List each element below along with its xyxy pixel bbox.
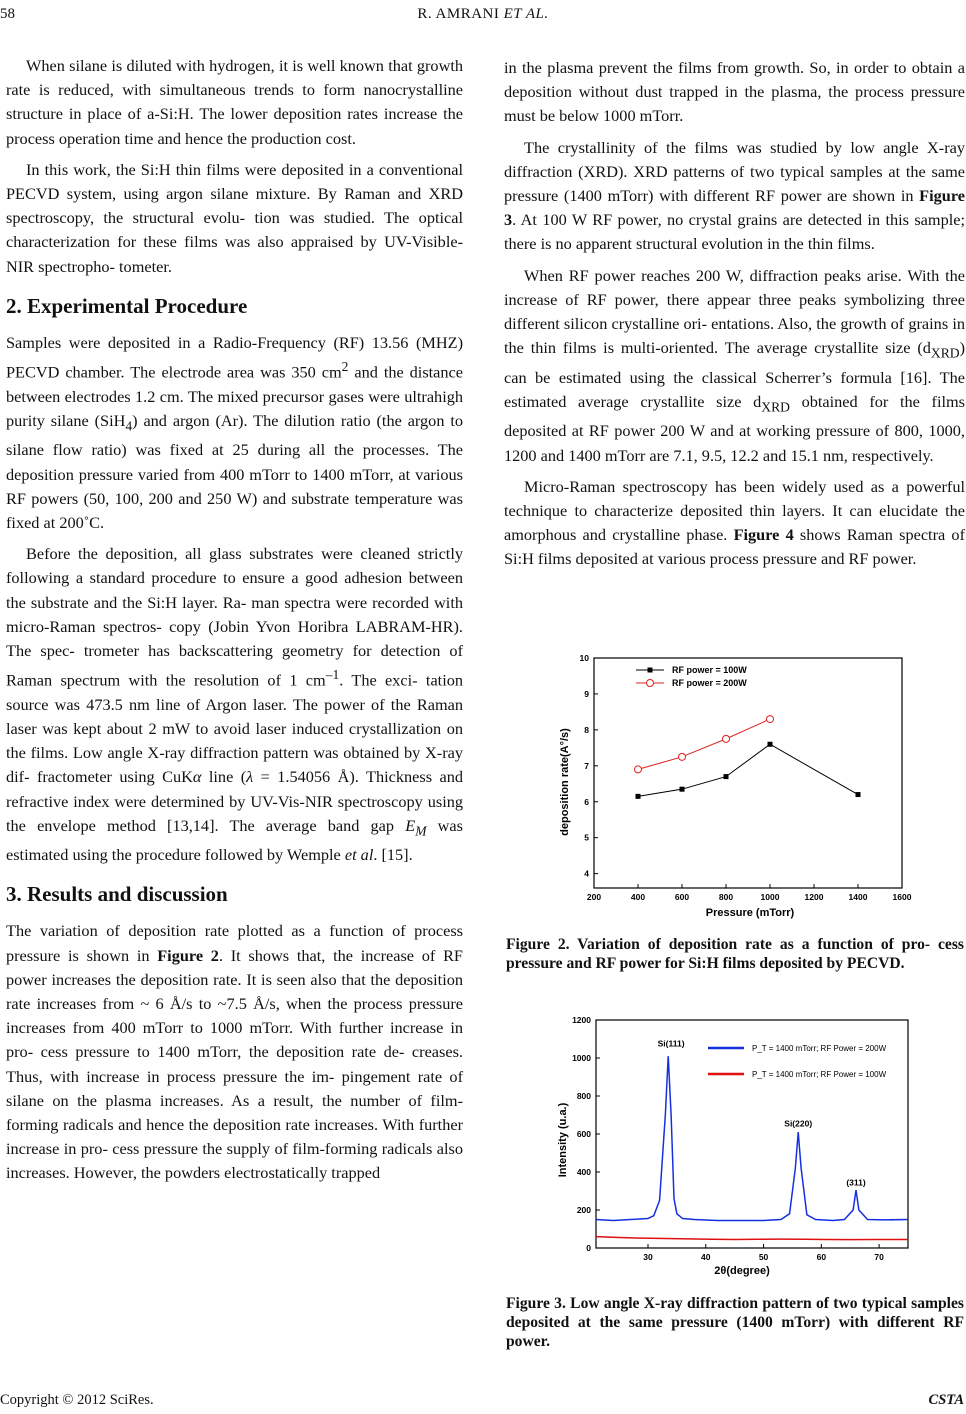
x-tick-label: 1400 bbox=[848, 892, 868, 902]
legend-marker bbox=[647, 680, 654, 687]
data-point-circle bbox=[679, 753, 686, 760]
paragraph-crystallite bbox=[504, 264, 965, 468]
paragraph-intro-2: In this work, the Si:H thin films were deposited in a conventional PECVD system, using argon silane mixture. By Raman and XRD spectroscopy, the structural evolu- tion was studied. The optical characterization for these films was also appraised by UV-Visible-NIR spectropho- tometer. bbox=[6, 159, 463, 276]
y-tick-label: 200 bbox=[576, 1205, 591, 1215]
peak-label: Si(220) bbox=[784, 1118, 813, 1129]
y-tick-label: 800 bbox=[576, 1091, 591, 1101]
right-column bbox=[504, 56, 965, 579]
y-tick-label: 7 bbox=[584, 760, 589, 771]
left-column bbox=[6, 54, 463, 1193]
peak-label: (311) bbox=[846, 1177, 866, 1188]
x-tick-label: 40 bbox=[701, 1252, 711, 1262]
italic-symbol: E bbox=[405, 815, 416, 835]
subscript: 4 bbox=[125, 418, 133, 434]
data-point-square bbox=[636, 794, 641, 799]
italic-symbol: α bbox=[192, 767, 202, 787]
text-run: . The exci- tation source was 473.5 nm line of Argon laser. The power of the Raman laser was kept about 2 mW to avoid laser induced crystallization on the films. Low angle X-ray diffraction pattern was obtained by X-ray dif- fractometer using CuK bbox=[6, 670, 463, 787]
x-tick-label: 600 bbox=[674, 892, 690, 902]
series-line bbox=[638, 719, 770, 769]
paragraph-raman bbox=[504, 475, 965, 572]
legend-marker bbox=[648, 668, 653, 673]
data-point-square bbox=[680, 787, 685, 792]
data-point-circle bbox=[635, 766, 642, 773]
peak-label: Si(111) bbox=[657, 1038, 685, 1049]
y-tick-label: 1200 bbox=[572, 1015, 591, 1025]
paragraph-experimental-1 bbox=[6, 331, 463, 535]
y-axis-label: deposition rate(A°/s) bbox=[559, 728, 571, 836]
section-heading-experimental: 2. Experimental Procedure bbox=[6, 293, 248, 318]
x-tick-label: 30 bbox=[643, 1252, 653, 1262]
y-tick-label: 4 bbox=[584, 868, 589, 879]
running-title-etal: ET AL. bbox=[503, 6, 549, 22]
data-point-square bbox=[856, 792, 861, 797]
x-tick-label: 60 bbox=[816, 1252, 827, 1262]
text-run: obtained for the films deposited at RF power 200 W and at working pressure of 800, 1000, 1200 and 1400 mTorr are 7.1, 9.5, 12.2 and 15.1 nm, respectively. bbox=[504, 391, 965, 465]
y-tick-label: 9 bbox=[584, 688, 589, 699]
superscript: 2 bbox=[341, 359, 349, 375]
x-axis-label: Pressure (mTorr) bbox=[705, 907, 795, 919]
paragraph-continued: in the plasma prevent the films from growth. So, in order to obtain a deposition without dust trapped in the plasma, the process pressure must be below 1000 mTorr. bbox=[504, 58, 965, 126]
x-tick-label: 1200 bbox=[804, 892, 824, 902]
text-run: line ( bbox=[201, 767, 247, 787]
figure-2-caption: Figure 2. Variation of deposition rate as a function of pro- cess pressure and RF power for Si:H films deposited by PECVD. bbox=[506, 936, 964, 972]
y-tick-label: 6 bbox=[584, 796, 589, 807]
text-run: = 1.54056 Å). Thickness and refractive index were determined by UV-Vis-NIR spectroscopy using the envelope method [13,14]. The average band gap bbox=[6, 767, 463, 835]
data-point-circle bbox=[767, 716, 774, 723]
x-tick-label: 400 bbox=[630, 892, 646, 902]
italic-symbol: λ bbox=[246, 767, 254, 787]
copyright-notice: Copyright © 2012 SciRes. bbox=[0, 1392, 154, 1408]
text-run: and the distance between electrodes 1.2 cm. The mixed precursor gases were ultrahigh purity silane (SiH bbox=[6, 362, 463, 430]
superscript: –1 bbox=[325, 667, 340, 683]
figure-reference: Figure 2 bbox=[157, 945, 219, 965]
plot-frame bbox=[594, 658, 902, 888]
y-tick-label: 0 bbox=[586, 1243, 591, 1253]
legend-label: RF power = 100W bbox=[672, 665, 747, 675]
y-tick-label: 400 bbox=[576, 1167, 591, 1177]
italic-text: et al bbox=[344, 845, 374, 865]
x-tick-label: 70 bbox=[874, 1252, 884, 1262]
running-title bbox=[0, 6, 966, 23]
subscript: M bbox=[415, 823, 427, 839]
text-run: Samples were deposited in a Radio-Frequency (RF) 13.56 (MHZ) PECVD chamber. The electrode area was 350 cm bbox=[6, 332, 463, 382]
text-run: . [15]. bbox=[373, 845, 413, 865]
text-run: . It shows that, the increase of RF power increases the deposition rate. It is seen also that the deposition rate increases from ~ 6 Å/s to ~7.5 Å/s, when the process pressure increases from 400 mTorr to 1000 mTorr. With further increase in pro- cess pressure to 1400 mTorr, the deposition rate de- creases. Thus, with increase in process pressure the im- pingement rate of silane on the plasma increases. As a result, the number of film-forming radicals and hence the deposition rate increases. With further increase in pro- cess pressure the supply of film-forming radicals also increases. However, the powders electrostatically trapped bbox=[6, 945, 463, 1183]
legend-label: RF power = 200W bbox=[672, 678, 747, 688]
text-run: The crystallinity of the films was studied by low angle X-ray diffraction (XRD). XRD patterns of two typical samples at the same pressure (1400 mTorr) with different RF power are shown in bbox=[504, 137, 965, 206]
figure-3-chart bbox=[550, 1012, 920, 1282]
data-point-square bbox=[768, 742, 773, 747]
text-run: Before the deposition, all glass substrates were cleaned strictly following a standard procedure to ensure a good adhesion between the substrate and the Si:H layer. Ra- man spectra were recorded with micro-Raman spectros- copy (Jobin Yvon Horibra LABRAM-HR). The spec- trometer has backscattering geometry for detection of Raman spectrum with the resolution of 1 cm bbox=[6, 544, 463, 690]
figure-3-caption: Figure 3. Low angle X-ray diffraction pattern of two typical samples deposited at the same pressure (1400 mTorr) with different RF power. bbox=[506, 1295, 964, 1350]
x-tick-label: 1000 bbox=[760, 892, 780, 902]
x-tick-label: 200 bbox=[586, 892, 602, 902]
subscript: XRD bbox=[761, 399, 790, 415]
running-title-authors: R. AMRANI bbox=[417, 6, 500, 22]
x-tick-label: 1600 bbox=[892, 892, 912, 902]
section-heading-results: 3. Results and discussion bbox=[6, 882, 228, 907]
figure-reference: Figure 3 bbox=[504, 186, 965, 230]
text-run: shows Raman spectra of Si:H films deposited at various process pressure and RF power. bbox=[504, 525, 965, 569]
y-tick-label: 1000 bbox=[572, 1053, 591, 1063]
journal-name: CSTA bbox=[928, 1392, 964, 1408]
y-tick-label: 5 bbox=[584, 832, 589, 843]
series-line bbox=[596, 1056, 908, 1220]
paragraph-results-1 bbox=[6, 919, 463, 1185]
x-tick-label: 800 bbox=[718, 892, 734, 902]
text-run: ) and argon (Ar). The dilution ratio (the argon to silane flow ratio) was fixed at 25 during all the processes. The deposition pressure varied from 400 mTorr to 1400 mTorr, at various RF powers (50, 100, 200 and 250 W) and substrate temperature was fixed at 200˚C. bbox=[6, 410, 463, 532]
figure-reference: Figure 4 bbox=[733, 525, 794, 545]
text-run: ) can be estimated using the classical Scherrer’s formula [16]. The estimated average crystallite size d bbox=[504, 338, 965, 411]
y-tick-label: 10 bbox=[579, 653, 589, 663]
text-run: The variation of deposition rate plotted as a function of process pressure is shown in bbox=[6, 921, 463, 965]
data-point-circle bbox=[723, 735, 730, 742]
text-run: . At 100 W RF power, no crystal grains are detected in this sample; there is no apparent structural evolution in the thin films. bbox=[504, 210, 965, 254]
series-line bbox=[638, 744, 858, 796]
subscript: XRD bbox=[930, 345, 960, 361]
plot-frame bbox=[596, 1020, 908, 1248]
data-point-square bbox=[724, 774, 729, 779]
y-axis-label: Intensity (u.a.) bbox=[557, 1102, 569, 1178]
series-line bbox=[596, 1237, 908, 1240]
text-run: When RF power reaches 200 W, diffraction peaks arise. With the increase of RF power, there appear three peaks symbolizing three different silicon crystalline ori- entations. Also, the growth of grains in the thin films is multi-oriented. The average crystallite size (d bbox=[504, 265, 965, 358]
x-tick-label: 50 bbox=[758, 1252, 769, 1262]
paragraph-experimental-2 bbox=[6, 542, 463, 867]
x-axis-label: 2θ(degree) bbox=[714, 1265, 770, 1277]
text-run: Micro-Raman spectroscopy has been widely used as a powerful technique to characterize deposited thin layers. It can elucidate the amorphous and crystalline phase. bbox=[504, 476, 965, 545]
paragraph-intro-1: When silane is diluted with hydrogen, it is well known that growth rate is reduced, with simultaneous trends to form nanocrystalline structure in place of a-Si:H. The lower deposition rates increase the process operation time and hence the production cost. bbox=[6, 56, 463, 148]
y-tick-label: 8 bbox=[584, 724, 589, 735]
page-number: 58 bbox=[0, 6, 15, 22]
legend-label: P_T = 1400 mTorr; RF Power = 200W bbox=[752, 1044, 887, 1053]
y-tick-label: 600 bbox=[576, 1129, 591, 1139]
figure-2-chart bbox=[550, 650, 920, 925]
paragraph-xrd bbox=[504, 136, 965, 257]
page-header bbox=[0, 6, 966, 28]
text-run: was estimated using the procedure followed by Wemple bbox=[6, 815, 463, 865]
legend-label: P_T = 1400 mTorr; RF Power = 100W bbox=[752, 1070, 887, 1079]
